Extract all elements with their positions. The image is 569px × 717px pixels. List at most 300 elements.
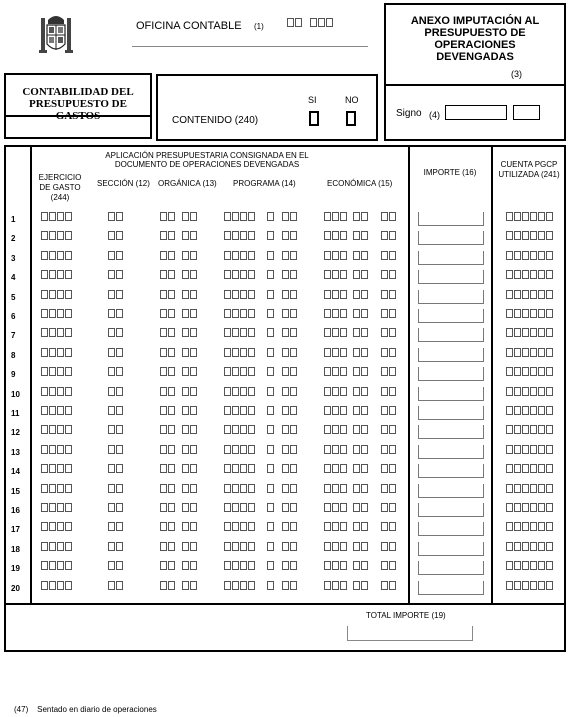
cuenta-boxes[interactable] xyxy=(506,212,554,230)
annex-ref: (3) xyxy=(511,69,522,79)
programa-boxes-a[interactable] xyxy=(224,328,256,346)
importe-field[interactable] xyxy=(418,309,484,323)
ejercicio-boxes[interactable] xyxy=(41,581,73,599)
organica-boxes-a[interactable] xyxy=(160,290,176,308)
seccion-boxes[interactable] xyxy=(108,425,124,443)
row-number: 3 xyxy=(11,253,16,263)
importe-field[interactable] xyxy=(418,348,484,362)
row-number: 13 xyxy=(11,447,20,457)
table-row xyxy=(4,366,566,385)
economica-boxes-c[interactable] xyxy=(381,309,397,327)
organica-boxes-a[interactable] xyxy=(160,445,176,463)
organica-boxes-b[interactable] xyxy=(182,212,198,230)
ejercicio-boxes[interactable] xyxy=(41,387,73,405)
ejercicio-boxes[interactable] xyxy=(41,425,73,443)
cuenta-boxes[interactable] xyxy=(506,445,554,463)
economica-boxes-b[interactable] xyxy=(353,542,369,560)
programa-boxes-b[interactable] xyxy=(267,484,275,502)
cuenta-boxes[interactable] xyxy=(506,464,554,482)
seccion-boxes[interactable] xyxy=(108,348,124,366)
programa-boxes-b[interactable] xyxy=(267,406,275,424)
economica-boxes-c[interactable] xyxy=(381,581,397,599)
organica-boxes-b[interactable] xyxy=(182,425,198,443)
economica-boxes-b[interactable] xyxy=(353,503,369,521)
sign-label: Signo xyxy=(396,108,422,119)
col-ejercicio: EJERCICIO DE GASTO (244) xyxy=(38,173,82,202)
economica-boxes-a[interactable] xyxy=(324,406,348,424)
programa-boxes-b[interactable] xyxy=(267,542,275,560)
importe-field[interactable] xyxy=(418,212,484,226)
economica-boxes-a[interactable] xyxy=(324,464,348,482)
economica-boxes-a[interactable] xyxy=(324,561,348,579)
programa-boxes-a[interactable] xyxy=(224,290,256,308)
importe-field[interactable] xyxy=(418,406,484,420)
organica-boxes-a[interactable] xyxy=(160,522,176,540)
importe-field[interactable] xyxy=(418,464,484,478)
table-row xyxy=(4,483,566,502)
ejercicio-boxes[interactable] xyxy=(41,484,73,502)
row-number: 1 xyxy=(11,215,16,224)
programa-boxes-b[interactable] xyxy=(267,309,275,327)
organica-boxes-a[interactable] xyxy=(160,212,176,230)
economica-boxes-b[interactable] xyxy=(353,561,369,579)
cuenta-boxes[interactable] xyxy=(506,367,554,385)
organica-boxes-b[interactable] xyxy=(182,290,198,308)
programa-boxes-c[interactable] xyxy=(282,542,298,560)
organica-boxes-b[interactable] xyxy=(182,348,198,366)
programa-boxes-c[interactable] xyxy=(282,309,298,327)
organica-boxes-b[interactable] xyxy=(182,542,198,560)
economica-boxes-a[interactable] xyxy=(324,542,348,560)
organica-boxes-b[interactable] xyxy=(182,503,198,521)
total-importe-field[interactable] xyxy=(347,626,473,641)
seccion-boxes[interactable] xyxy=(108,290,124,308)
programa-boxes-c[interactable] xyxy=(282,581,298,599)
organica-boxes-a[interactable] xyxy=(160,270,176,288)
importe-field[interactable] xyxy=(418,581,484,595)
row-number: 7 xyxy=(11,331,16,341)
table-row xyxy=(4,269,566,288)
importe-field[interactable] xyxy=(418,328,484,342)
economica-boxes-c[interactable] xyxy=(381,290,397,308)
economica-boxes-b[interactable] xyxy=(353,328,369,346)
organica-boxes-a[interactable] xyxy=(160,251,176,269)
economica-boxes-c[interactable] xyxy=(381,425,397,443)
content-box xyxy=(156,74,378,141)
table-rows xyxy=(4,211,566,601)
row-number: 19 xyxy=(11,564,20,574)
economica-boxes-b[interactable] xyxy=(353,270,369,288)
cuenta-boxes[interactable] xyxy=(506,348,554,366)
organica-boxes-a[interactable] xyxy=(160,367,176,385)
programa-boxes-c[interactable] xyxy=(282,425,298,443)
economica-boxes-c[interactable] xyxy=(381,348,397,366)
programa-boxes-c[interactable] xyxy=(282,464,298,482)
cuenta-boxes[interactable] xyxy=(506,290,554,308)
importe-field[interactable] xyxy=(418,542,484,556)
programa-boxes-c[interactable] xyxy=(282,503,298,521)
cuenta-boxes[interactable] xyxy=(506,581,554,599)
seccion-boxes[interactable] xyxy=(108,367,124,385)
seccion-boxes[interactable] xyxy=(108,464,124,482)
economica-boxes-b[interactable] xyxy=(353,231,369,249)
seccion-boxes[interactable] xyxy=(108,445,124,463)
organica-boxes-b[interactable] xyxy=(182,484,198,502)
ejercicio-boxes[interactable] xyxy=(41,542,73,560)
economica-boxes-a[interactable] xyxy=(324,387,348,405)
cuenta-boxes[interactable] xyxy=(506,561,554,579)
programa-boxes-b[interactable] xyxy=(267,270,275,288)
economica-boxes-b[interactable] xyxy=(353,464,369,482)
programa-boxes-a[interactable] xyxy=(224,212,256,230)
cuenta-boxes[interactable] xyxy=(506,251,554,269)
organica-boxes-a[interactable] xyxy=(160,309,176,327)
col-importe: IMPORTE (16) xyxy=(423,168,477,177)
organica-boxes-a[interactable] xyxy=(160,406,176,424)
programa-boxes-c[interactable] xyxy=(282,348,298,366)
programa-boxes-b[interactable] xyxy=(267,231,275,249)
programa-boxes-c[interactable] xyxy=(282,212,298,230)
programa-boxes-b[interactable] xyxy=(267,522,275,540)
col-organica: ORGÁNICA (13) xyxy=(158,179,217,188)
economica-boxes-a[interactable] xyxy=(324,425,348,443)
economica-boxes-a[interactable] xyxy=(324,212,348,230)
programa-boxes-a[interactable] xyxy=(224,561,256,579)
programa-boxes-c[interactable] xyxy=(282,328,298,346)
table-row xyxy=(4,521,566,540)
programa-boxes-a[interactable] xyxy=(224,367,256,385)
cuenta-boxes[interactable] xyxy=(506,503,554,521)
economica-boxes-c[interactable] xyxy=(381,406,397,424)
cuenta-boxes[interactable] xyxy=(506,542,554,560)
importe-field[interactable] xyxy=(418,231,484,245)
programa-boxes-a[interactable] xyxy=(224,425,256,443)
ejercicio-boxes[interactable] xyxy=(41,503,73,521)
seccion-boxes[interactable] xyxy=(108,484,124,502)
sign-field-2[interactable] xyxy=(513,105,540,120)
sign-ref: (4) xyxy=(429,110,440,120)
organica-boxes-a[interactable] xyxy=(160,425,176,443)
footer-note: (47) Sentado en diario de operaciones xyxy=(14,705,157,714)
cuenta-boxes[interactable] xyxy=(506,484,554,502)
economica-boxes-c[interactable] xyxy=(381,212,397,230)
economica-boxes-b[interactable] xyxy=(353,522,369,540)
programa-boxes-b[interactable] xyxy=(267,212,275,230)
programa-boxes-a[interactable] xyxy=(224,445,256,463)
programa-boxes-b[interactable] xyxy=(267,387,275,405)
economica-boxes-b[interactable] xyxy=(353,290,369,308)
ejercicio-boxes[interactable] xyxy=(41,464,73,482)
programa-boxes-c[interactable] xyxy=(282,270,298,288)
economica-boxes-c[interactable] xyxy=(381,445,397,463)
economica-boxes-a[interactable] xyxy=(324,484,348,502)
importe-field[interactable] xyxy=(418,387,484,401)
economica-boxes-c[interactable] xyxy=(381,270,397,288)
programa-boxes-c[interactable] xyxy=(282,561,298,579)
seccion-boxes[interactable] xyxy=(108,522,124,540)
importe-field[interactable] xyxy=(418,484,484,498)
programa-boxes-a[interactable] xyxy=(224,542,256,560)
col-seccion: SECCIÓN (12) xyxy=(97,179,150,188)
organica-boxes-a[interactable] xyxy=(160,581,176,599)
office-code-boxes[interactable] xyxy=(287,18,334,36)
table-row xyxy=(4,405,566,424)
economica-boxes-b[interactable] xyxy=(353,212,369,230)
programa-boxes-a[interactable] xyxy=(224,484,256,502)
row-number: 9 xyxy=(11,370,16,380)
table-row xyxy=(4,463,566,482)
economica-boxes-a[interactable] xyxy=(324,348,348,366)
economica-boxes-b[interactable] xyxy=(353,581,369,599)
table-row xyxy=(4,560,566,579)
organica-boxes-b[interactable] xyxy=(182,328,198,346)
accounting-title: CONTABILIDAD DEL PRESUPUESTO DE GASTOS xyxy=(22,86,134,122)
ejercicio-boxes[interactable] xyxy=(41,406,73,424)
organica-boxes-b[interactable] xyxy=(182,309,198,327)
importe-field[interactable] xyxy=(418,503,484,517)
economica-boxes-b[interactable] xyxy=(353,251,369,269)
programa-boxes-c[interactable] xyxy=(282,522,298,540)
col-cuenta: CUENTA PGCP UTILIZADA (241) xyxy=(498,160,560,179)
table-row xyxy=(4,347,566,366)
table-row xyxy=(4,580,566,599)
organica-boxes-a[interactable] xyxy=(160,231,176,249)
row-number: 14 xyxy=(11,467,20,477)
economica-boxes-a[interactable] xyxy=(324,251,348,269)
programa-boxes-c[interactable] xyxy=(282,290,298,308)
table-row xyxy=(4,502,566,521)
economica-boxes-b[interactable] xyxy=(353,309,369,327)
ejercicio-boxes[interactable] xyxy=(41,270,73,288)
economica-boxes-c[interactable] xyxy=(381,503,397,521)
programa-boxes-a[interactable] xyxy=(224,503,256,521)
ejercicio-boxes[interactable] xyxy=(41,445,73,463)
economica-boxes-c[interactable] xyxy=(381,484,397,502)
importe-field[interactable] xyxy=(418,290,484,304)
organica-boxes-b[interactable] xyxy=(182,561,198,579)
cuenta-boxes[interactable] xyxy=(506,406,554,424)
table-row xyxy=(4,250,566,269)
no-checkbox[interactable] xyxy=(346,111,356,126)
row-number: 15 xyxy=(11,486,20,496)
programa-boxes-a[interactable] xyxy=(224,522,256,540)
row-number: 6 xyxy=(11,312,16,321)
table-row xyxy=(4,289,566,308)
seccion-boxes[interactable] xyxy=(108,503,124,521)
importe-field[interactable] xyxy=(418,270,484,284)
economica-boxes-b[interactable] xyxy=(353,484,369,502)
economica-boxes-b[interactable] xyxy=(353,348,369,366)
importe-field[interactable] xyxy=(418,251,484,265)
programa-boxes-b[interactable] xyxy=(267,367,275,385)
economica-boxes-a[interactable] xyxy=(324,445,348,463)
seccion-boxes[interactable] xyxy=(108,406,124,424)
seccion-boxes[interactable] xyxy=(108,309,124,327)
programa-boxes-a[interactable] xyxy=(224,387,256,405)
organica-boxes-a[interactable] xyxy=(160,387,176,405)
organica-boxes-b[interactable] xyxy=(182,464,198,482)
importe-field[interactable] xyxy=(418,367,484,381)
economica-boxes-c[interactable] xyxy=(381,387,397,405)
economica-boxes-c[interactable] xyxy=(381,542,397,560)
ejercicio-boxes[interactable] xyxy=(41,522,73,540)
organica-boxes-a[interactable] xyxy=(160,503,176,521)
economica-boxes-b[interactable] xyxy=(353,367,369,385)
economica-boxes-b[interactable] xyxy=(353,425,369,443)
programa-boxes-c[interactable] xyxy=(282,445,298,463)
programa-boxes-a[interactable] xyxy=(224,348,256,366)
cuenta-boxes[interactable] xyxy=(506,522,554,540)
table-row xyxy=(4,386,566,405)
economica-boxes-c[interactable] xyxy=(381,251,397,269)
programa-boxes-c[interactable] xyxy=(282,406,298,424)
ejercicio-boxes[interactable] xyxy=(41,212,73,230)
cuenta-boxes[interactable] xyxy=(506,309,554,327)
organica-boxes-b[interactable] xyxy=(182,251,198,269)
economica-boxes-c[interactable] xyxy=(381,561,397,579)
total-label: TOTAL IMPORTE (19) xyxy=(366,611,446,620)
programa-boxes-b[interactable] xyxy=(267,348,275,366)
programa-boxes-b[interactable] xyxy=(267,445,275,463)
sign-field-1[interactable] xyxy=(445,105,507,120)
no-label: NO xyxy=(345,95,359,105)
seccion-boxes[interactable] xyxy=(108,387,124,405)
organica-boxes-b[interactable] xyxy=(182,581,198,599)
organica-boxes-b[interactable] xyxy=(182,367,198,385)
importe-field[interactable] xyxy=(418,445,484,459)
organica-boxes-b[interactable] xyxy=(182,522,198,540)
economica-boxes-c[interactable] xyxy=(381,231,397,249)
row-number: 8 xyxy=(11,350,16,360)
row-number: 2 xyxy=(11,234,16,244)
table-row xyxy=(4,541,566,560)
cuenta-boxes[interactable] xyxy=(506,231,554,249)
economica-boxes-b[interactable] xyxy=(353,387,369,405)
ejercicio-boxes[interactable] xyxy=(41,348,73,366)
seccion-boxes[interactable] xyxy=(108,542,124,560)
si-checkbox[interactable] xyxy=(309,111,319,126)
organica-boxes-b[interactable] xyxy=(182,406,198,424)
economica-boxes-b[interactable] xyxy=(353,445,369,463)
ejercicio-boxes[interactable] xyxy=(41,290,73,308)
economica-boxes-a[interactable] xyxy=(324,270,348,288)
economica-boxes-c[interactable] xyxy=(381,328,397,346)
programa-boxes-c[interactable] xyxy=(282,367,298,385)
programa-boxes-a[interactable] xyxy=(224,309,256,327)
ejercicio-boxes[interactable] xyxy=(41,231,73,249)
programa-boxes-a[interactable] xyxy=(224,406,256,424)
group-header: APLICACIÓN PRESUPUESTARIA CONSIGNADA EN EL DOCUMENTO DE OPERACIONES DEVENGADAS xyxy=(105,151,309,169)
economica-boxes-a[interactable] xyxy=(324,581,348,599)
col-economica: ECONÓMICA (15) xyxy=(327,179,393,188)
organica-boxes-b[interactable] xyxy=(182,231,198,249)
economica-boxes-b[interactable] xyxy=(353,406,369,424)
cuenta-boxes[interactable] xyxy=(506,425,554,443)
programa-boxes-a[interactable] xyxy=(224,581,256,599)
organica-boxes-a[interactable] xyxy=(160,484,176,502)
programa-boxes-b[interactable] xyxy=(267,251,275,269)
organica-boxes-a[interactable] xyxy=(160,561,176,579)
organica-boxes-a[interactable] xyxy=(160,542,176,560)
seccion-boxes[interactable] xyxy=(108,212,124,230)
cuenta-boxes[interactable] xyxy=(506,387,554,405)
seccion-boxes[interactable] xyxy=(108,251,124,269)
economica-boxes-c[interactable] xyxy=(381,522,397,540)
economica-boxes-a[interactable] xyxy=(324,290,348,308)
programa-boxes-a[interactable] xyxy=(224,270,256,288)
cuenta-boxes[interactable] xyxy=(506,270,554,288)
table-row xyxy=(4,444,566,463)
ejercicio-boxes[interactable] xyxy=(41,328,73,346)
seccion-boxes[interactable] xyxy=(108,231,124,249)
seccion-boxes[interactable] xyxy=(108,581,124,599)
cuenta-boxes[interactable] xyxy=(506,328,554,346)
programa-boxes-c[interactable] xyxy=(282,251,298,269)
programa-boxes-b[interactable] xyxy=(267,561,275,579)
table-row xyxy=(4,211,566,230)
table-row xyxy=(4,327,566,346)
ejercicio-boxes[interactable] xyxy=(41,251,73,269)
table-row xyxy=(4,424,566,443)
programa-boxes-b[interactable] xyxy=(267,290,275,308)
importe-field[interactable] xyxy=(418,425,484,439)
row-number: 20 xyxy=(11,583,20,593)
row-number: 17 xyxy=(11,525,20,535)
programa-boxes-a[interactable] xyxy=(224,251,256,269)
programa-boxes-b[interactable] xyxy=(267,581,275,599)
organica-boxes-a[interactable] xyxy=(160,464,176,482)
programa-boxes-a[interactable] xyxy=(224,231,256,249)
organica-boxes-b[interactable] xyxy=(182,387,198,405)
economica-boxes-a[interactable] xyxy=(324,503,348,521)
row-number: 12 xyxy=(11,428,20,438)
organica-boxes-b[interactable] xyxy=(182,445,198,463)
programa-boxes-c[interactable] xyxy=(282,231,298,249)
office-name-line[interactable] xyxy=(132,46,368,47)
organica-boxes-a[interactable] xyxy=(160,348,176,366)
economica-boxes-c[interactable] xyxy=(381,367,397,385)
ejercicio-boxes[interactable] xyxy=(41,367,73,385)
organica-boxes-b[interactable] xyxy=(182,270,198,288)
programa-boxes-b[interactable] xyxy=(267,425,275,443)
organica-boxes-a[interactable] xyxy=(160,328,176,346)
economica-boxes-c[interactable] xyxy=(381,464,397,482)
programa-boxes-c[interactable] xyxy=(282,484,298,502)
coat-of-arms-logo xyxy=(38,12,74,62)
economica-boxes-a[interactable] xyxy=(324,328,348,346)
ejercicio-boxes[interactable] xyxy=(41,561,73,579)
economica-boxes-a[interactable] xyxy=(324,231,348,249)
table-row xyxy=(4,308,566,327)
economica-boxes-a[interactable] xyxy=(324,367,348,385)
programa-boxes-c[interactable] xyxy=(282,387,298,405)
programa-boxes-a[interactable] xyxy=(224,464,256,482)
ejercicio-boxes[interactable] xyxy=(41,309,73,327)
row-number: 18 xyxy=(11,544,20,554)
seccion-boxes[interactable] xyxy=(108,328,124,346)
annex-title: ANEXO IMPUTACIÓN AL PRESUPUESTO DE OPERACIONES DEVENGADAS xyxy=(410,15,540,63)
seccion-boxes[interactable] xyxy=(108,561,124,579)
importe-field[interactable] xyxy=(418,561,484,575)
programa-boxes-b[interactable] xyxy=(267,503,275,521)
economica-boxes-a[interactable] xyxy=(324,309,348,327)
economica-boxes-a[interactable] xyxy=(324,522,348,540)
programa-boxes-b[interactable] xyxy=(267,464,275,482)
seccion-boxes[interactable] xyxy=(108,270,124,288)
importe-field[interactable] xyxy=(418,522,484,536)
programa-boxes-b[interactable] xyxy=(267,328,275,346)
col-programa: PROGRAMA (14) xyxy=(233,179,296,188)
